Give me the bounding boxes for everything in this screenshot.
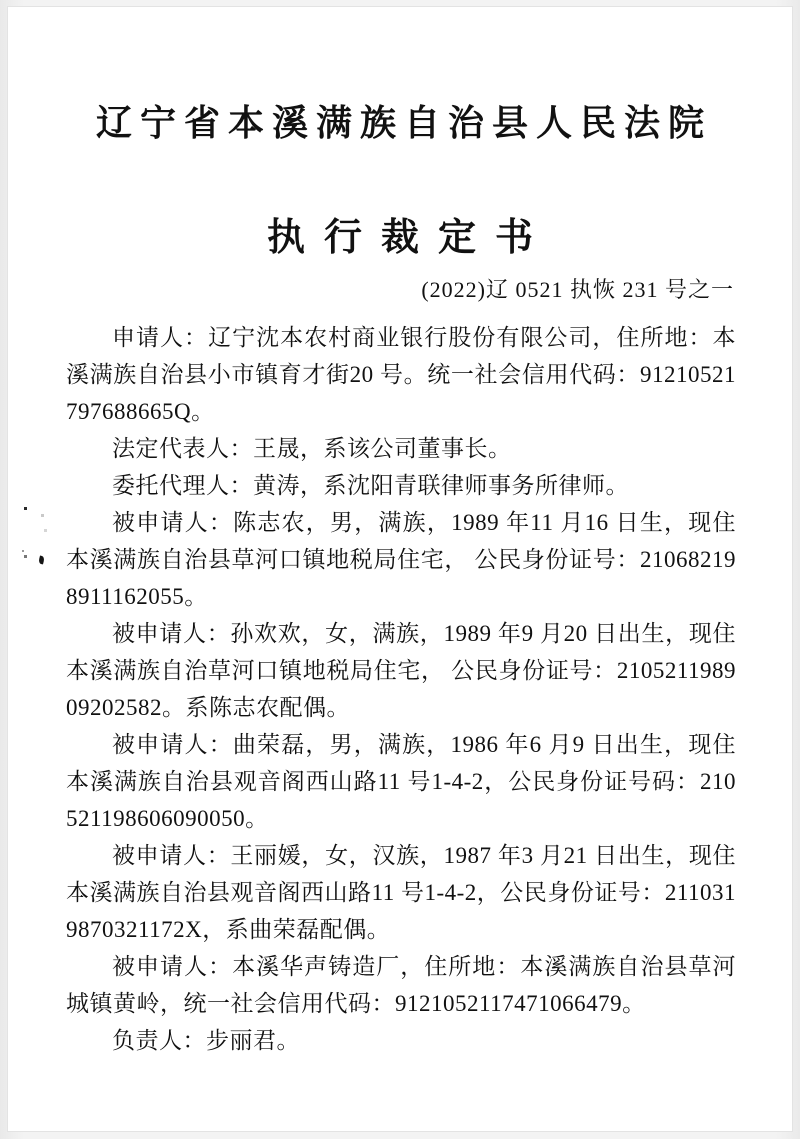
- scan-speck: [41, 514, 44, 517]
- paragraph-respondent-4: 被申请人：王丽媛，女，汉族，1987 年3 月21 日出生，现住本溪满族自治县观音阁西山路11 号1-4-2，公民身份证号：2110319870321172X，系曲荣磊配偶。: [66, 843, 736, 942]
- scan-speck: [22, 550, 24, 552]
- paragraph-respondent-5: 被申请人：本溪华声铸造厂，住所地：本溪满族自治县草河城镇黄岭，统一社会信用代码：9121052117471066479。: [66, 954, 736, 1016]
- case-number: (2022)辽 0521 执恢 231 号之一: [421, 277, 734, 302]
- scan-speck: [24, 555, 27, 558]
- document-body: [66, 319, 736, 1059]
- court-name: 辽宁省本溪满族自治县人民法院: [95, 103, 712, 143]
- paragraph-applicant: 申请人：辽宁沈本农村商业银行股份有限公司，住所地：本溪满族自治县小市镇育才街20 号。统一社会信用代码：91210521797688665Q。: [66, 325, 736, 424]
- paragraph-legal-rep: 法定代表人：王晟，系该公司董事长。: [112, 436, 512, 461]
- scan-speck: [38, 556, 45, 565]
- document-page: [7, 6, 793, 1132]
- document-title: 执行裁定书: [266, 217, 552, 259]
- paragraph-agent: 委托代理人：黄涛，系沈阳青联律师事务所律师。: [112, 473, 629, 498]
- paragraph-respondent-2: 被申请人：孙欢欢，女，满族，1989 年9 月20 日出生，现住本溪满族自治草河口镇地税局住宅， 公民身份证号：210521198909202582。系陈志农配偶。: [66, 621, 736, 720]
- scan-speck: [44, 529, 47, 532]
- paragraph-respondent-3: 被申请人：曲荣磊，男，满族，1986 年6 月9 日出生，现住本溪满族自治县观音阁西山路11 号1-4-2，公民身份证号码：210521198606090050。: [66, 732, 736, 831]
- scan-speck: [24, 507, 27, 510]
- paragraph-person-in-charge: 负责人：步丽君。: [112, 1028, 300, 1053]
- paragraph-respondent-1: 被申请人：陈志农，男，满族，1989 年11 月16 日生，现住本溪满族自治县草河口镇地税局住宅， 公民身份证号：210682198911162055。: [66, 510, 736, 609]
